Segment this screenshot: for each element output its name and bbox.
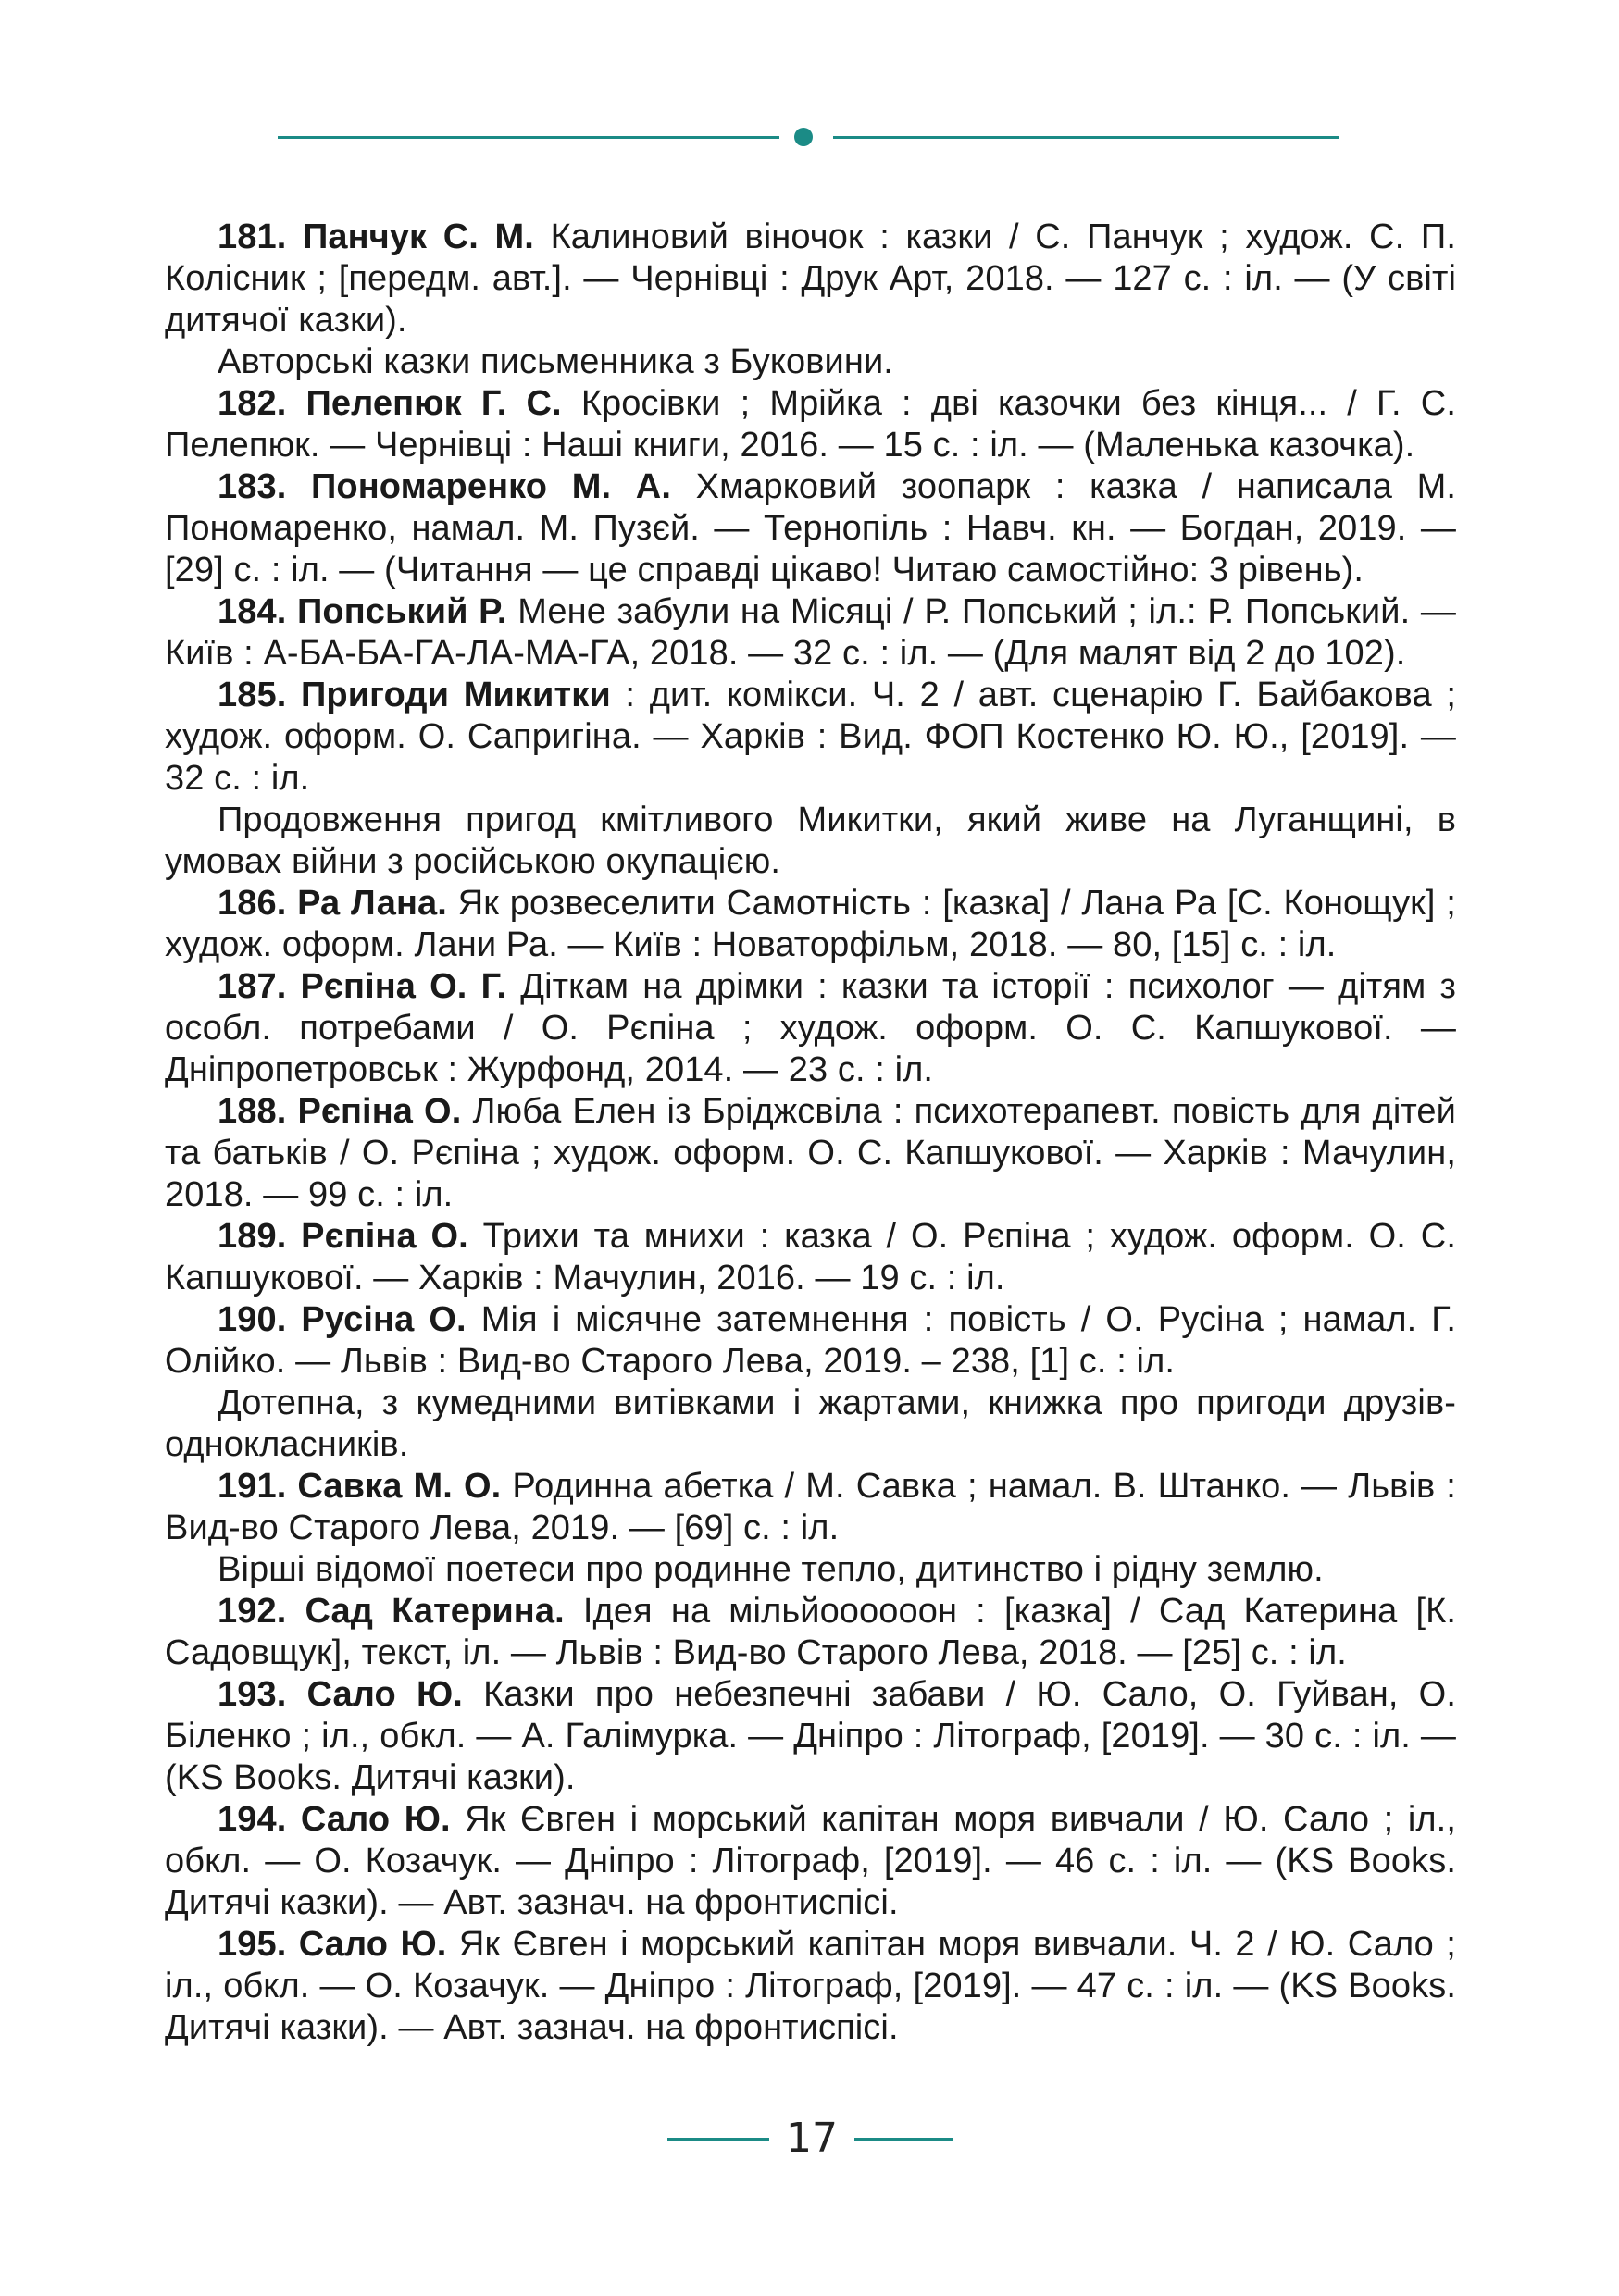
bibliography-entry <box>165 591 1456 675</box>
footer-line-right <box>854 2138 953 2141</box>
page-number: 17 <box>786 2115 838 2162</box>
entry-number: 184. <box>218 592 287 631</box>
entry-author: Пономаренко М. А. <box>311 467 671 506</box>
bibliography-entry <box>165 675 1456 800</box>
entry-description: Мія і місячне затемнення : повість / О. Русіна ; намал. Г. Олійко. — Львів : Вид-во Старого Лева, 2019. – 238, [1] с. : іл. <box>165 1300 1456 1381</box>
entry-number-author <box>218 1217 468 1256</box>
entry-number-author <box>218 467 671 506</box>
page-footer <box>0 2113 1619 2165</box>
ornament-line-left <box>278 136 779 139</box>
entry-number-author <box>218 884 447 923</box>
entry-description: Хмарковий зоопарк : казка / написала М. Пономаренко, намал. М. Пузєй. — Тернопіль : Навч. кн. — Богдан, 2019. — [29] с. : іл. — (Читання — це справді цікаво! Читаю самостійно: 3 рівень). <box>165 467 1456 590</box>
entry-author: Русіна О. <box>301 1300 467 1339</box>
bibliography-entry <box>165 1216 1456 1299</box>
bibliography-list <box>165 217 1456 2049</box>
entry-number: 193. <box>218 1675 287 1714</box>
bibliography-entry <box>165 466 1456 591</box>
entry-number-author <box>218 1092 461 1131</box>
entry-author: Попський Р. <box>297 592 507 631</box>
entry-number: 182. <box>218 384 287 423</box>
entry-description: Люба Елен із Бріджсвіла : психотерапевт. повість для дітей та батьків / О. Рєпіна ; худож. оформ. О. С. Капшукової. — Харків : Мачулин, 2018. — 99 с. : іл. <box>165 1092 1456 1214</box>
bibliography-entry <box>165 1924 1456 2049</box>
entry-number-author <box>218 676 611 714</box>
entry-author: Савка М. О. <box>297 1467 502 1506</box>
entry-author: Сало Ю. <box>306 1675 463 1714</box>
entry-number: 194. <box>218 1800 287 1839</box>
entry-description: Як Євген і морський капітан моря вивчали / Ю. Сало ; іл., обкл. — О. Козачук. — Дніпро : Літограф, [2019]. — 46 с. : іл. — (KS Books. Дитячі казки). — Авт. зазнач. на фронтиспісі. <box>165 1800 1456 1922</box>
entry-author: Сало Ю. <box>300 1800 451 1839</box>
ornament-line-right <box>833 136 1339 139</box>
entry-number-author <box>218 1800 451 1839</box>
bibliography-entry <box>165 217 1456 341</box>
entry-description: : дит. комікси. Ч. 2 / авт. сценарію Г. Байбакова ; худож. оформ. О. Сапригіна. — Харків : Вид. ФОП Костенко Ю. Ю., [2019]. — 32 с. : іл. <box>165 676 1456 798</box>
entry-description: Як розвеселити Самотність : [казка] / Лана Ра [С. Конощук] ; худож. оформ. Лани Ра. — Київ : Новаторфільм, 2018. — 80, [15] с. : іл. <box>165 884 1456 964</box>
entry-number-author <box>218 967 506 1006</box>
bibliography-entry <box>165 1299 1456 1383</box>
entry-number: 190. <box>218 1300 287 1339</box>
entry-author: Пелепюк Г. С. <box>305 384 562 423</box>
entry-description: Мене забули на Місяці / Р. Попський ; іл.: Р. Попський. — Київ : А-БА-БА-ГА-ЛА-МА-ГА, 2018. — 32 с. : іл. — (Для малят від 2 до 102). <box>165 592 1456 673</box>
entry-number-author <box>218 384 562 423</box>
footer-line-left <box>667 2138 769 2141</box>
bibliography-entry <box>165 1091 1456 1216</box>
entry-description: Калиновий віночок : казки / С. Панчук ; худож. С. П. Колісник ; [передм. авт.]. — Чернівці : Друк Арт, 2018. — 127 с. : іл. — (У світі дитячої казки). <box>165 217 1456 340</box>
entry-annotation: Вірші відомої поетеси про родинне тепло, дитинство і рідну землю. <box>218 1550 1324 1589</box>
entry-author: Ра Лана. <box>297 884 447 923</box>
entry-author: Сад Катерина. <box>305 1592 565 1631</box>
entry-number: 186. <box>218 884 287 923</box>
bibliography-entry <box>165 1674 1456 1799</box>
entry-number-author <box>218 1675 463 1714</box>
header-ornament <box>278 128 1339 146</box>
entry-number-author <box>218 1300 467 1339</box>
entry-author: Рєпіна О. <box>297 1092 462 1131</box>
entry-author: Сало Ю. <box>298 1925 447 1964</box>
entry-description: Як Євген і морський капітан моря вивчали. Ч. 2 / Ю. Сало ; іл., обкл. — О. Козачук. — Дніпро : Літограф, [2019]. — 47 с. : іл. — (KS Books. Дитячі казки). — Авт. зазнач. на фронтиспісі. <box>165 1925 1456 2047</box>
bibliography-entry <box>165 883 1456 966</box>
entry-number: 181. <box>218 217 287 256</box>
bibliography-entry <box>165 966 1456 1091</box>
entry-number-author <box>218 1467 501 1506</box>
bibliography-entry <box>165 1799 1456 1924</box>
entry-description: Казки про небезпечні забави / Ю. Сало, О. Гуйван, О. Біленко ; іл., обкл. — А. Галімурка. — Дніпро : Літограф, [2019]. — 30 с. : іл. — (KS Books. Дитячі казки). <box>165 1675 1456 1797</box>
entry-number: 188. <box>218 1092 287 1131</box>
entry-number: 192. <box>218 1592 287 1631</box>
bibliography-entry <box>165 383 1456 466</box>
ornament-dot-icon <box>794 128 813 146</box>
entry-description: Діткам на дрімки : казки та історії : психолог — дітям з особл. потребами / О. Рєпіна ; худож. оформ. О. С. Капшукової. — Дніпропетровськ : Журфонд, 2014. — 23 с. : іл. <box>165 967 1456 1089</box>
entry-description: Ідея на мільйоооооон : [казка] / Сад Катерина [К. Садовщук], текст, іл. — Львів : Вид-во Старого Лева, 2018. — [25] с. : іл. <box>165 1592 1456 1672</box>
entry-number: 191. <box>218 1467 287 1506</box>
entry-author: Пригоди Микитки <box>300 676 611 714</box>
entry-annotation: Продовження пригод кмітливого Микитки, який живе на Луганщині, в умовах війни з російською окупацією. <box>165 800 1456 881</box>
entry-annotation: Авторські казки письменника з Буковини. <box>218 342 893 381</box>
bibliography-entry <box>165 1591 1456 1674</box>
entry-author: Панчук С. М. <box>302 217 534 256</box>
bibliography-entry <box>165 1466 1456 1549</box>
entry-description: Трихи та мнихи : казка / О. Рєпіна ; худож. оформ. О. С. Капшукової. — Харків : Мачулин, 2016. — 19 с. : іл. <box>165 1217 1456 1297</box>
entry-annotation: Дотепна, з кумедними витівками і жартами, книжка про пригоди друзів-однокласників. <box>165 1384 1456 1464</box>
entry-description: Кросівки ; Мрійка : дві казочки без кінця... / Г. С. Пелепюк. — Чернівці : Наші книги, 2016. — 15 с. : іл. — (Маленька казочка). <box>165 384 1456 465</box>
entry-number: 185. <box>218 676 287 714</box>
entry-number-author <box>218 217 534 256</box>
entry-number: 189. <box>218 1217 287 1256</box>
entry-number-author <box>218 592 507 631</box>
entry-number-author <box>218 1592 565 1631</box>
entry-number: 187. <box>218 967 287 1006</box>
entry-number: 183. <box>218 467 287 506</box>
entry-number-author <box>218 1925 446 1964</box>
entry-number: 195. <box>218 1925 287 1964</box>
entry-author: Рєпіна О. <box>301 1217 468 1256</box>
entry-description: Родинна абетка / М. Савка ; намал. В. Штанко. — Львів : Вид-во Старого Лева, 2019. — [69] с. : іл. <box>165 1467 1456 1547</box>
entry-author: Рєпіна О. Г. <box>300 967 507 1006</box>
